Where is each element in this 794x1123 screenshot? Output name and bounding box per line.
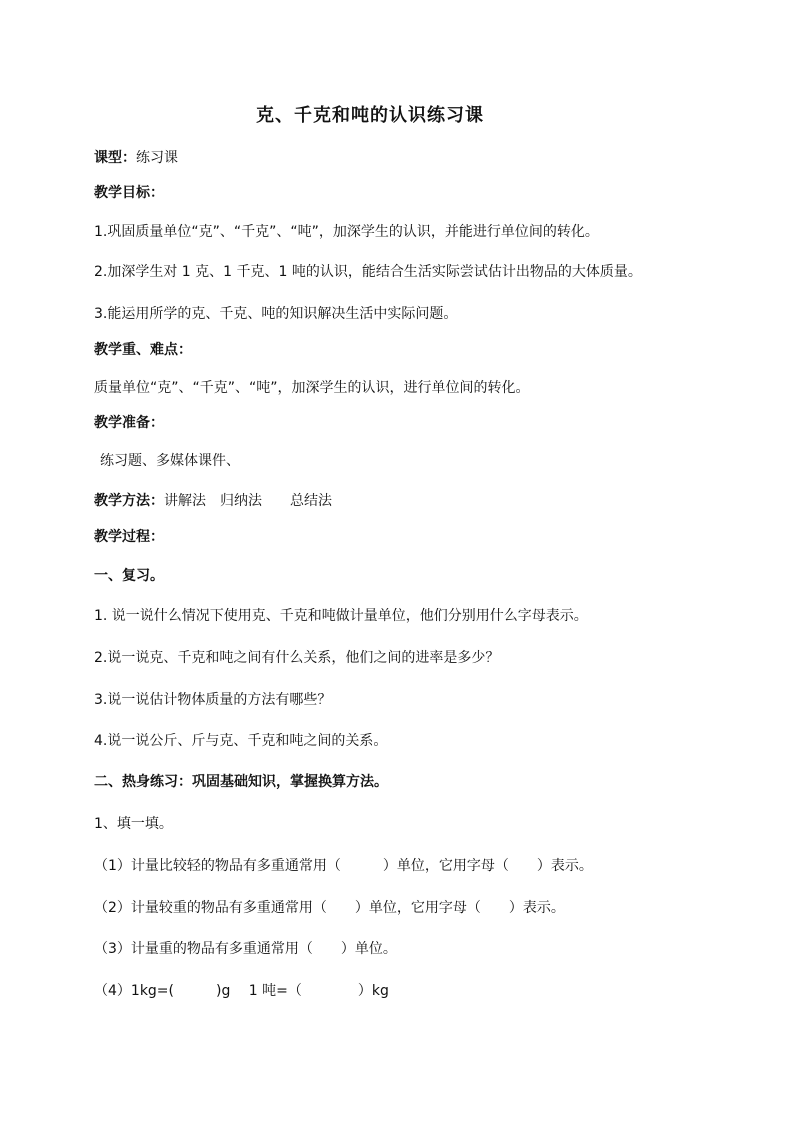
- key-points-text: 质量单位“克”、“千克”、“吨”，加深学生的认识，进行单位间的转化。: [94, 380, 530, 396]
- process-heading: 教学过程：: [94, 529, 164, 545]
- section1-heading: 一、复习。: [94, 568, 164, 584]
- fill-item: （4）1kg=( )g 1 吨=（ ）kg: [94, 983, 389, 999]
- goal-item: 3.能运用所学的克、千克、吨的知识解决生活中实际问题。: [94, 306, 458, 322]
- review-item: 3.说一说估计物体质量的方法有哪些？: [94, 692, 332, 708]
- prep-text: 练习题、多媒体课件、: [100, 453, 240, 469]
- method-label: 教学方法：: [94, 493, 164, 509]
- fill-item: （3）计量重的物品有多重通常用（ ）单位。: [94, 941, 397, 957]
- section2-heading: 二、热身练习：巩固基础知识，掌握换算方法。: [94, 774, 388, 790]
- goals-heading: 教学目标：: [94, 185, 164, 201]
- course-type-value: 练习课: [136, 150, 178, 166]
- review-item: 1. 说一说什么情况下使用克、千克和吨做计量单位，他们分别用什么字母表示。: [94, 608, 588, 624]
- fill-heading: 1、填一填。: [94, 816, 173, 832]
- key-points-heading: 教学重、难点：: [94, 342, 192, 358]
- prep-heading: 教学准备：: [94, 415, 164, 431]
- goal-item: 2.加深学生对 1 克、1 千克、1 吨的认识，能结合生活实际尝试估计出物品的大体质量。: [94, 264, 642, 280]
- review-item: 4.说一说公斤、斤与克、千克和吨之间的关系。: [94, 733, 388, 749]
- review-item: 2.说一说克、千克和吨之间有什么关系，他们之间的进率是多少？: [94, 650, 500, 666]
- course-type-label: 课型：: [94, 150, 136, 166]
- fill-item: （1）计量比较轻的物品有多重通常用（ ）单位，它用字母（ ）表示。: [94, 858, 593, 874]
- page-title: 克、千克和吨的认识练习课: [256, 105, 484, 126]
- method-line: [94, 491, 332, 511]
- goal-item: 1.巩固质量单位“克”、“千克”、“吨”，加深学生的认识，并能进行单位间的转化。: [94, 224, 599, 240]
- fill-item: （2）计量较重的物品有多重通常用（ ）单位，它用字母（ ）表示。: [94, 900, 565, 916]
- course-type-line: [94, 148, 178, 168]
- method-value: 讲解法 归纳法 总结法: [164, 493, 332, 509]
